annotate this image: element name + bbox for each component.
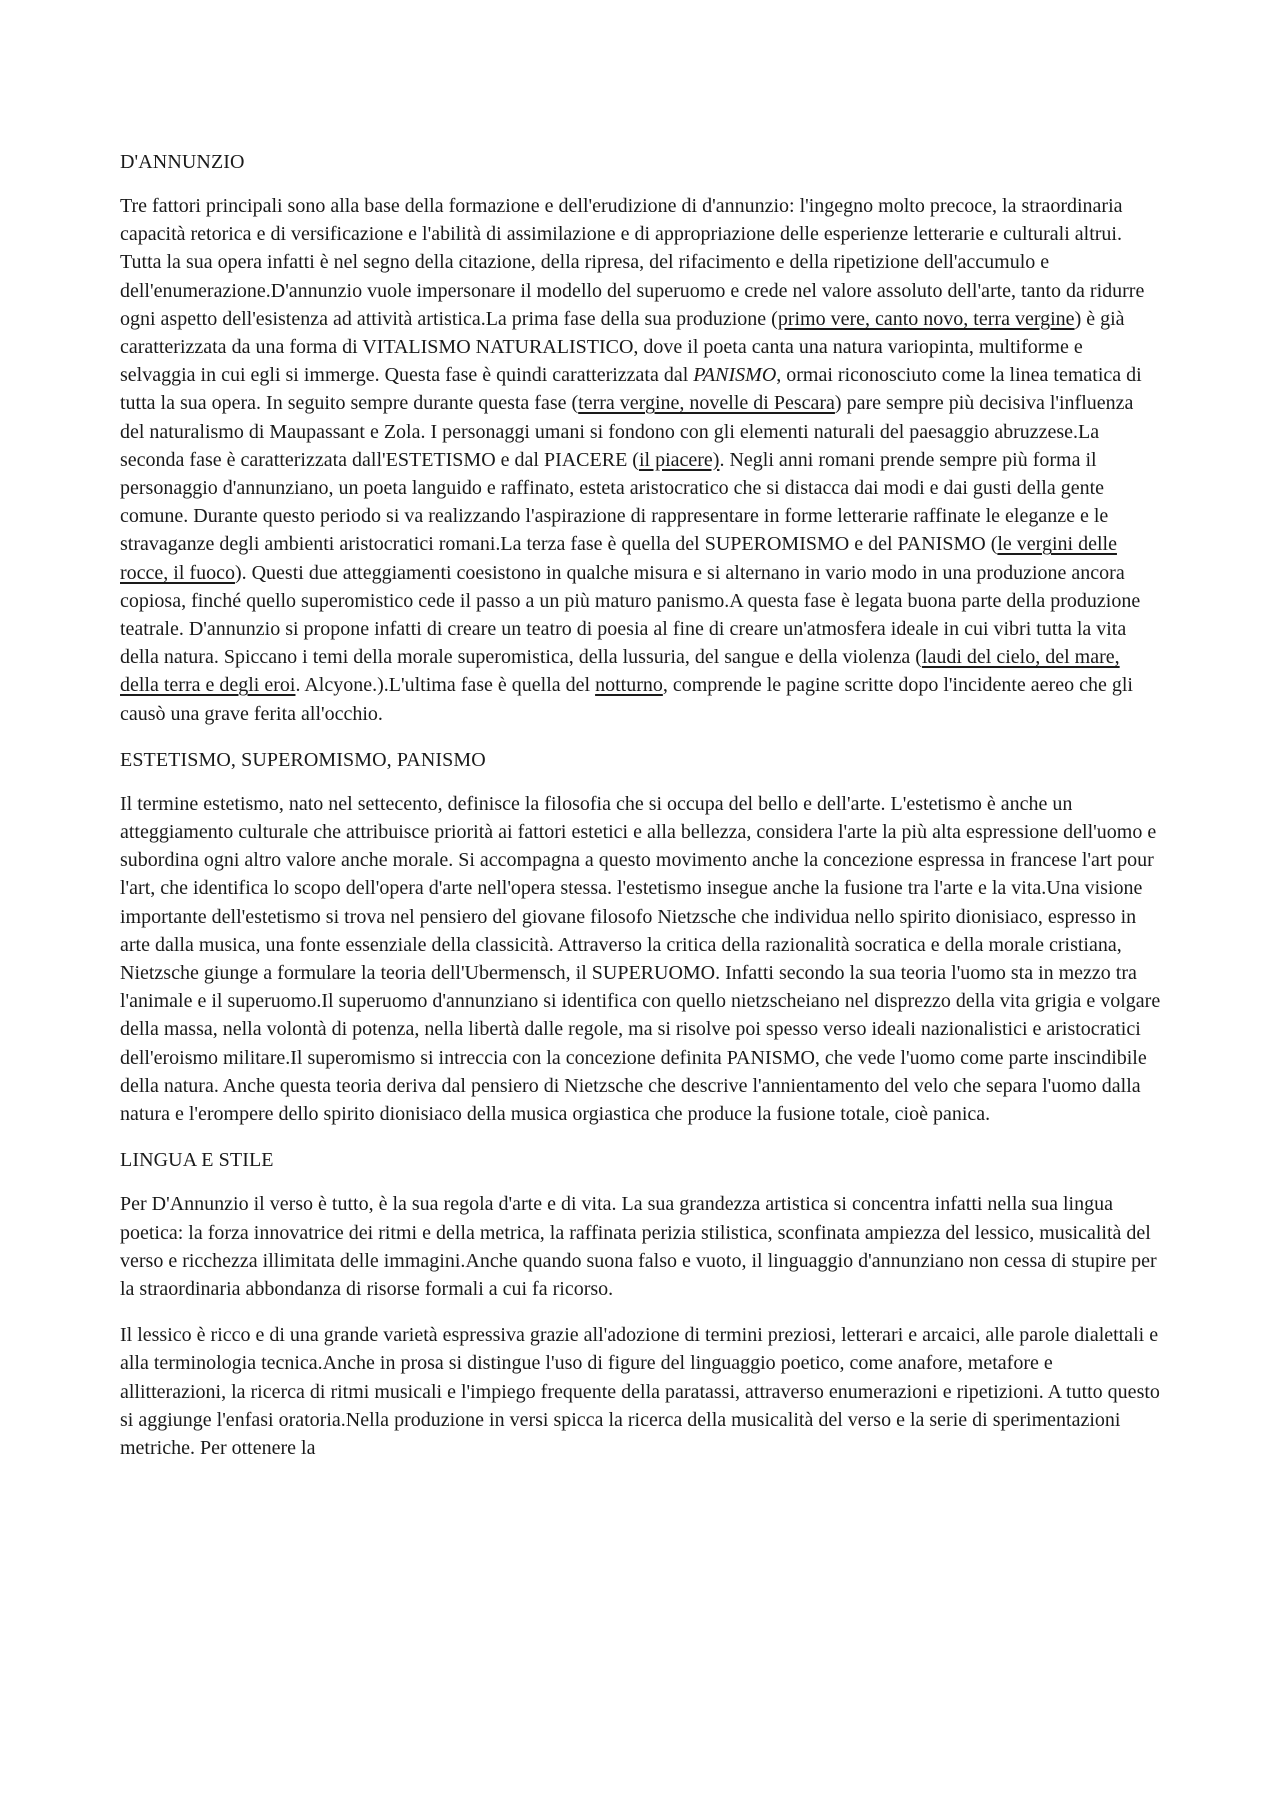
text-run: . Alcyone.).L'ultima fase è quella del (295, 674, 596, 697)
section-heading: D'ANNUNZIO (120, 151, 245, 173)
body-paragraph (120, 192, 1162, 728)
underlined-title: laudi del cielo, del mare, della terra e degli eroi (120, 646, 1120, 697)
underlined-title: notturno (595, 674, 663, 697)
text-run: Il termine estetismo, nato nel settecento, definisce la filosofia che si occupa del bello e dell'arte. L'estetismo è anche un atteggiamento culturale che attribuisce priorità ai fattori estetici e alla bellezza, considera l'arte la più alta espressione dell'uomo e subordina ogni altro valore anche morale. Si accompagna a questo movimento anche la concezione espressa in francese l'art pour l'art, che identifica lo scopo dell'opera d'arte nell'opera stessa. l'estetismo insegue anche la fusione tra l'arte e la vita.Una visione importante dell'estetismo si trova nel pensiero del giovane filosofo Nietzsche che individua nello spirito dionisiaco, espresso in arte dalla musica, una fonte essenziale della classicità. Attraverso la critica della razionalità socratica e della morale cristiana, Nietzsche giunge a formulare la teoria dell'Ubermensch, il SUPERUOMO. Infatti secondo la sua teoria l'uomo sta in mezzo tra l'animale e il superuomo.Il superuomo d'annunziano si identifica con quello nietzscheiano nel disprezzo della vita grigia e volgare della massa, nella volontà di potenza, nella libertà dalle regole, ma si risolve poi spesso verso ideali nazionalistici e aristocratici dell'eroismo militare.Il superomismo si intreccia con la concezione definita PANISMO, che vede l'uomo come parte inscindibile della natura. Anche questa teoria deriva dal pensiero di Nietzsche che descrive l'annientamento del velo che separa l'uomo dalla natura e l'erompere dello spirito dionisiaco della musica orgiastica che produce la fusione totale, cioè panica. (120, 792, 1161, 1126)
underlined-title: primo vere, canto novo, terra vergine (777, 307, 1075, 330)
text-run: ). Questi due atteggiamenti coesistono in qualche misura e si alternano in vario modo in una produzione ancora copiosa, finché quello superomistico cede il passo a un più maturo panismo.A questa fase è legata buona parte della produzione teatrale. D'annunzio si propone infatti di creare un teatro di poesia al fine di creare un'atmosfera ideale in cui vibri tutta la vita della natura. Spiccano i temi della morale superomistica, della lussuria, del sangue e della violenza ( (120, 561, 1141, 669)
section-heading: ESTETISMO, SUPEROMISMO, PANISMO (120, 748, 486, 771)
underlined-title: il piacere) (638, 448, 720, 471)
body-paragraph (120, 1190, 1162, 1303)
text-run: ) è già caratterizzata da una forma di VITALISMO NATURALISTICO, dove il poeta canta una natura variopinta, multiforme e selvaggia in cui egli si immerge. Questa fase è quindi caratterizzata dal (120, 307, 1125, 387)
text-run: Per D'Annunzio il verso è tutto, è la sua regola d'arte e di vita. La sua grandezza artistica si concentra infatti nella sua lingua poetica: la forza innovatrice dei ritmi e della metrica, la raffinata perizia stilistica, sconfinata ampiezza del lessico, musicalità del verso e ricchezza illimitata delle immagini.Anche quando suona falso e vuoto, il linguaggio d'annunziano non cessa di stupire per la straordinaria abbondanza di risorse formali a cui fa ricorso. (120, 1193, 1157, 1300)
italic-term: PANISMO (693, 364, 777, 387)
text-run: , ormai riconosciuto come la linea tematica di tutta la sua opera. In seguito sempre durante questa fase ( (120, 364, 1142, 415)
underlined-title: le vergini delle rocce, il fuoco (120, 533, 1117, 584)
body-paragraph (120, 1321, 1162, 1462)
text-run: , comprende le pagine scritte dopo l'incidente aereo che gli causò una grave ferita all'occhio. (120, 674, 1133, 725)
underlined-title: terra vergine, novelle di Pescara (578, 392, 835, 415)
text-run: . Negli anni romani prende sempre più forma il personaggio d'annunziano, un poeta languido e raffinato, esteta aristocratico che si distacca dai modi e dai gusti della gente comune. Durante questo periodo si va realizzando l'aspirazione di rappresentare in forme letterarie raffinate le eleganze e le stravaganze degli ambienti aristocratici romani.La terza fase è quella del SUPEROMISMO e del PANISMO ( (120, 448, 1109, 556)
text-run: Tre fattori principali sono alla base della formazione e dell'erudizione di d'annunzio: l'ingegno molto precoce, la straordinaria capacità retorica e di versificazione e l'abilità di assimilazione e di appropriazione delle esperienze letterarie e culturali altrui. Tutta la sua opera infatti è nel segno della citazione, della ripresa, del rifacimento e della ripetizione dell'accumulo e dell'enumerazione.D'annunzio vuole impersonare il modello del superuomo e crede nel valore assoluto dell'arte, tanto da ridurre ogni aspetto dell'esistenza ad attività artistica.La prima fase della sua produzione ( (120, 195, 1145, 330)
body-paragraph (120, 790, 1162, 1128)
text-run: ) pare sempre più decisiva l'influenza del naturalismo di Maupassant e Zola. I personaggi umani si fondono con gli elementi naturali del paesaggio abruzzese.La seconda fase è caratterizzata dall'ESTETISMO e dal PIACERE ( (120, 392, 1134, 471)
text-run: Il lessico è ricco e di una grande varietà espressiva grazie all'adozione di termini preziosi, letterari e arcaici, alle parole dialettali e alla terminologia tecnica.Anche in prosa si distingue l'uso di figure del linguaggio poetico, come anafore, metafore e allitterazioni, la ricerca di ritmi musicali e l'impiego frequente della paratassi, attraverso enumerazioni e ripetizioni. A tutto questo si aggiunge l'enfasi oratoria.Nella produzione in versi spicca la ricerca della musicalità del verso e la serie di sperimentazioni metriche. Per ottenere la (120, 1324, 1160, 1459)
section-heading: LINGUA E STILE (120, 1149, 274, 1172)
